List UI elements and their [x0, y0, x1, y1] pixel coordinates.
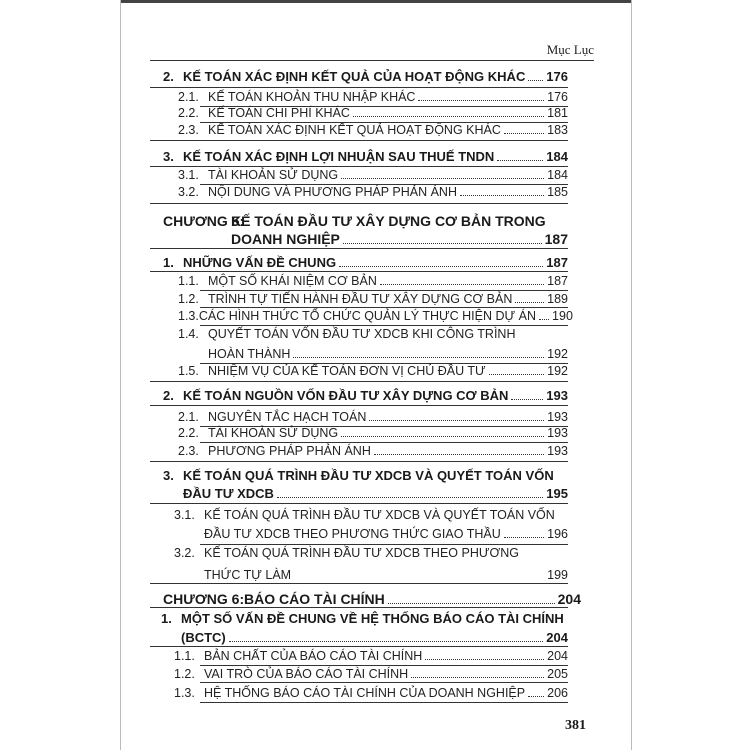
toc-page: 184: [546, 149, 568, 164]
toc-number: 1.2.: [174, 667, 195, 681]
toc-number: 1.2.: [178, 292, 199, 306]
toc-subsection: [178, 122, 568, 138]
dot-leader: [504, 537, 544, 538]
toc-number: 3.1.: [174, 508, 195, 522]
dot-leader: [411, 677, 544, 678]
toc-number: CHƯƠNG 6:: [163, 591, 245, 607]
row-divider: [200, 682, 568, 683]
dot-leader: [339, 266, 543, 267]
dot-leader: [418, 100, 544, 101]
toc-subsection: [178, 443, 568, 459]
section-divider: [150, 646, 568, 647]
toc-number: CHƯƠNG 5:: [163, 213, 245, 229]
toc-title-line2: HOÀN THÀNH: [208, 347, 291, 361]
toc-title: KẾ TOÁN ĐẦU TƯ XÂY DỰNG CƠ BẢN TRONG: [231, 213, 546, 229]
toc-page: 193: [547, 444, 568, 458]
toc-page: 193: [547, 410, 568, 424]
toc-number: 1.3.: [174, 686, 195, 700]
toc-page: 204: [547, 649, 568, 663]
dot-leader: [293, 357, 544, 358]
toc-number: 2.3.: [178, 444, 199, 458]
toc-page: 187: [546, 255, 568, 270]
toc-title: KẾ TOÁN QUÁ TRÌNH ĐẦU TƯ XDCB THEO PHƯƠNG: [204, 546, 519, 560]
toc-number: 2.1.: [178, 90, 199, 104]
toc-page: 195: [546, 486, 568, 501]
section-divider: [150, 607, 568, 608]
dot-leader: [341, 178, 544, 179]
toc-title: KẾ TOÁN XÁC ĐỊNH KẾT QUẢ HOẠT ĐỘNG KHÁC: [208, 123, 501, 137]
toc-page: 187: [544, 231, 568, 247]
toc-page: 193: [547, 426, 568, 440]
toc-subsection-continued: [204, 563, 568, 583]
toc-page: 184: [547, 168, 568, 182]
toc-subsection: [174, 685, 568, 701]
section-divider: [150, 405, 568, 406]
section-divider: [150, 87, 568, 88]
toc-title-line2: ĐẦU TƯ XDCB THEO PHƯƠNG THỨC GIAO THẦU: [204, 527, 501, 541]
dot-leader: [425, 659, 544, 660]
toc-title: MỘT SỐ KHÁI NIỆM CƠ BẢN: [208, 274, 377, 288]
toc-title-line2: (BCTC): [181, 630, 226, 645]
toc-subsection: [174, 507, 568, 523]
row-divider: [200, 702, 568, 703]
toc-page: 190: [552, 309, 573, 323]
toc-section: [163, 388, 568, 404]
toc-title: HỆ THỐNG BÁO CÁO TÀI CHÍNH CỦA DOANH NGHIỆP: [204, 686, 526, 700]
toc-title: BÁO CÁO TÀI CHÍNH: [244, 591, 385, 607]
toc-page: 181: [547, 106, 568, 120]
dot-leader: [511, 399, 543, 400]
toc-subsection: [178, 167, 568, 183]
toc-number: 2.2.: [178, 426, 199, 440]
toc-subsection: [178, 89, 568, 105]
running-header: Mục Lục: [546, 42, 594, 57]
toc-subsection-continued: [208, 346, 568, 362]
dot-leader: [504, 133, 544, 134]
dot-leader: [353, 116, 544, 117]
toc-subsection: [178, 425, 568, 441]
toc-subsection-continued: [204, 526, 568, 542]
toc-title: NGUYÊN TẮC HẠCH TOÁN: [208, 410, 367, 424]
toc-page: 192: [547, 347, 568, 361]
toc-title: KẾ TOÁN XÁC ĐỊNH KẾT QUẢ CỦA HOẠT ĐỘNG KHÁC: [183, 69, 526, 84]
section-divider: [150, 381, 568, 382]
toc-number: 2.2.: [178, 106, 199, 120]
toc-title: TÀI KHOẢN SỬ DỤNG: [208, 168, 339, 182]
toc-title: KẾ TOÁN QUÁ TRÌNH ĐẦU TƯ XDCB VÀ QUYẾT TOÁN VỐN: [183, 468, 554, 483]
toc-title: TRÌNH TỰ TIẾN HÀNH ĐẦU TƯ XÂY DỰNG CƠ BẢN: [208, 292, 513, 306]
toc-subsection: [178, 273, 568, 289]
dot-leader: [374, 454, 544, 455]
toc-title-line2: ĐẦU TƯ XDCB: [183, 486, 274, 501]
dot-leader: [380, 284, 544, 285]
toc-page: 206: [547, 686, 568, 700]
section-divider: [150, 203, 568, 204]
toc-subsection: [178, 308, 573, 324]
toc-chapter: [163, 213, 568, 229]
toc-page: 205: [547, 667, 568, 681]
dot-leader: [528, 696, 544, 697]
toc-page: 199: [547, 568, 568, 582]
dot-leader: [277, 497, 543, 498]
dot-leader: [489, 374, 544, 375]
toc-section: [163, 69, 568, 85]
toc-number: 1.: [161, 611, 172, 626]
toc-page: 196: [547, 527, 568, 541]
toc-title: CÁC HÌNH THỨC TỔ CHỨC QUẢN LÝ THỰC HIỆN DỰ ÁN: [198, 309, 537, 323]
toc-page: 176: [546, 69, 568, 84]
toc-chapter: [163, 591, 581, 607]
toc-title-line2: DOANH NGHIỆP: [231, 231, 340, 247]
toc-title: PHƯƠNG PHÁP PHẢN ÁNH: [208, 444, 371, 458]
section-divider: [150, 503, 568, 504]
toc-number: 1.: [163, 255, 174, 270]
dot-leader: [497, 160, 543, 161]
toc-number: 1.5.: [178, 364, 199, 378]
toc-number: 1.4.: [178, 327, 199, 341]
toc-number: 3.2.: [178, 185, 199, 199]
toc-title: NHỮNG VẤN ĐỀ CHUNG: [183, 255, 337, 270]
toc-page: 189: [547, 292, 568, 306]
toc-title: KẾ TOÁN QUÁ TRÌNH ĐẦU TƯ XDCB VÀ QUYẾT TOÁN VỐN: [204, 508, 555, 522]
toc-section: [161, 611, 568, 627]
toc-subsection: [178, 291, 568, 307]
toc-title: BẢN CHẤT CỦA BÁO CÁO TÀI CHÍNH: [204, 649, 423, 663]
section-divider: [150, 140, 568, 141]
toc-number: 2.1.: [178, 410, 199, 424]
toc-subsection: [174, 648, 568, 664]
toc-number: 3.: [163, 149, 174, 164]
dot-leader: [388, 603, 555, 604]
toc-section-continued: [181, 630, 568, 646]
toc-page: 185: [547, 185, 568, 199]
dot-leader: [515, 302, 544, 303]
toc-section: [163, 468, 568, 484]
toc-title: KẾ TOÁN XÁC ĐỊNH LỢI NHUẬN SAU THUẾ TNDN: [183, 149, 495, 164]
dot-leader: [460, 195, 544, 196]
toc-number: 1.1.: [178, 274, 199, 288]
dot-leader: [539, 319, 549, 320]
page-number: 381: [565, 718, 586, 733]
toc-title: VAI TRÒ CỦA BÁO CÁO TÀI CHÍNH: [204, 667, 409, 681]
toc-number: 3.2.: [174, 546, 195, 560]
section-divider: [150, 248, 568, 249]
toc-number: 3.: [163, 468, 174, 483]
toc-page: 193: [546, 388, 568, 403]
toc-title: KẾ TOÁN NGUỒN VỐN ĐẦU TƯ XÂY DỰNG CƠ BẢN: [183, 388, 509, 403]
dot-leader: [528, 80, 543, 81]
toc-page: 192: [547, 364, 568, 378]
toc-subsection: [174, 666, 568, 682]
toc-number: 1.1.: [174, 649, 195, 663]
toc-title: NỘI DUNG VÀ PHƯƠNG PHÁP PHẢN ÁNH: [208, 185, 457, 199]
toc-subsection: [178, 105, 568, 121]
toc-number: 2.3.: [178, 123, 199, 137]
toc-page: 176: [547, 90, 568, 104]
toc-title: TÀI KHOẢN SỬ DỤNG: [208, 426, 339, 440]
toc-page: 183: [547, 123, 568, 137]
toc-subsection: [178, 184, 568, 200]
section-divider: [150, 583, 568, 584]
toc-number: 2.: [163, 388, 174, 403]
toc-subsection: [178, 326, 568, 342]
dot-leader: [343, 243, 542, 244]
toc-number: 3.1.: [178, 168, 199, 182]
toc-page: 187: [547, 274, 568, 288]
toc-section: [163, 255, 568, 271]
dot-leader: [369, 420, 544, 421]
toc-subsection: [174, 545, 568, 561]
dot-leader: [341, 436, 544, 437]
toc-page: 204: [546, 630, 568, 645]
toc-number: 1.3.: [178, 309, 199, 323]
toc-section-continued: [183, 486, 568, 502]
toc-title: KẾ TOÁN KHOẢN THU NHẬP KHÁC: [208, 90, 416, 104]
toc-subsection: [178, 409, 568, 425]
toc-page: 204: [557, 591, 581, 607]
section-divider: [150, 461, 568, 462]
toc-title: MỘT SỐ VẤN ĐỀ CHUNG VỀ HỆ THỐNG BÁO CÁO TÀI CHÍNH: [181, 611, 564, 626]
toc-subsection: [178, 363, 568, 379]
toc-number: 2.: [163, 69, 174, 84]
toc-title: QUYẾT TOÁN VỐN ĐẦU TƯ XDCB KHI CÔNG TRÌNH: [208, 327, 516, 341]
section-divider: [150, 271, 568, 272]
toc-title: NHIỆM VỤ CỦA KẾ TOÁN ĐƠN VỊ CHỦ ĐẦU TƯ: [208, 364, 486, 378]
dot-leader: [294, 578, 544, 579]
toc-title: KẾ TOÁN CHI PHÍ KHÁC: [208, 106, 350, 120]
toc-title-line2: THỨC TỰ LÀM: [204, 568, 292, 582]
toc-section: [163, 149, 568, 165]
toc-chapter-continued: [231, 231, 568, 247]
dot-leader: [229, 641, 544, 642]
